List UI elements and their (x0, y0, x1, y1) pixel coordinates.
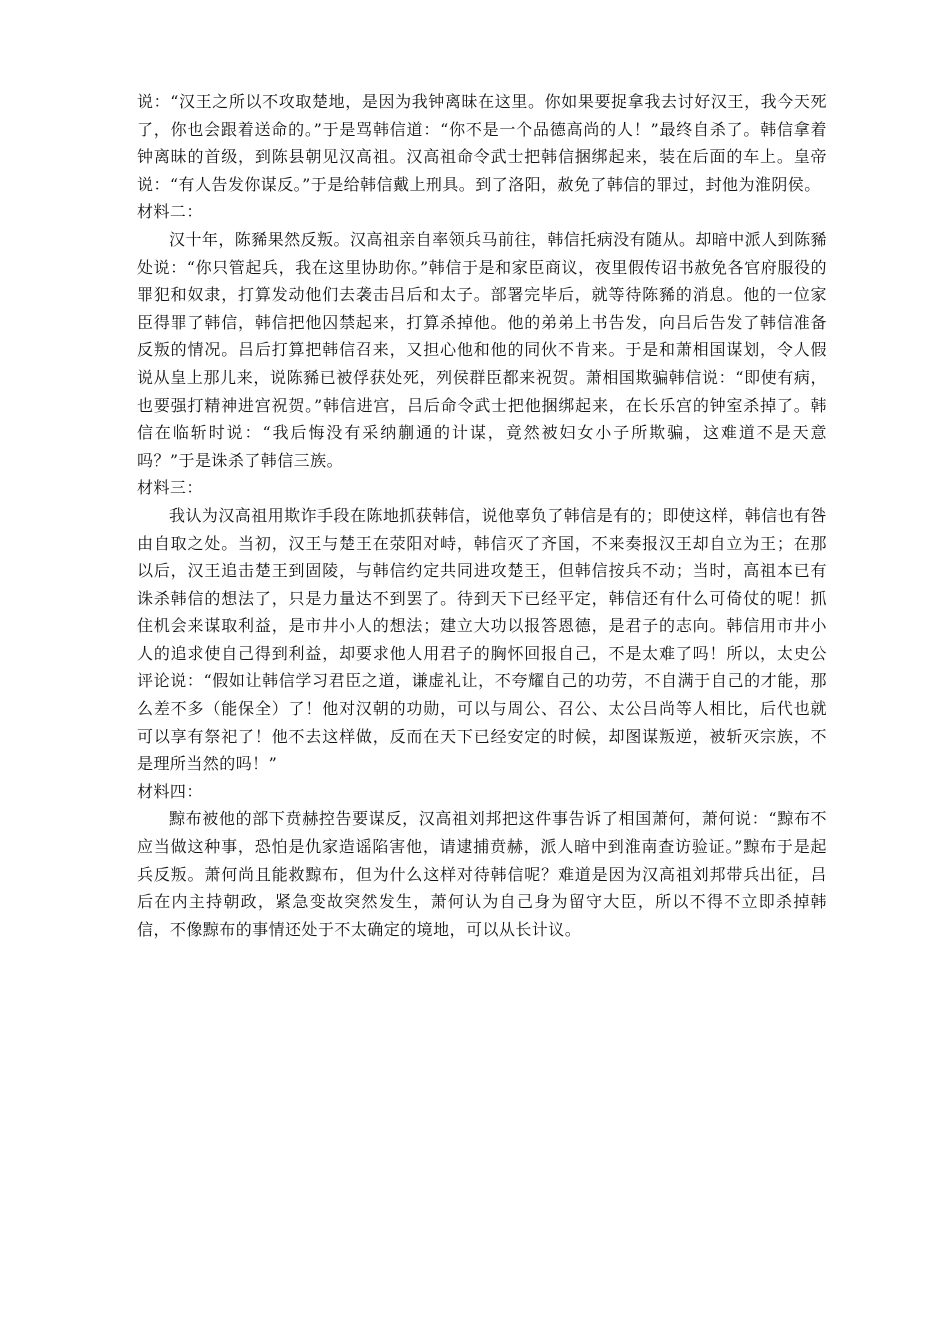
material-three-heading: 材料三： (137, 478, 203, 498)
material-two-heading: 材料二： (137, 202, 203, 222)
material-three-paragraph: 我认为汉高祖用欺诈手段在陈地抓获韩信，说他辜负了韩信是有的；即使这样，韩信也有咎由自取之处。当初，汉王与楚王在荥阳对峙，韩信灭了齐国，不来奏报汉王却自立为王；在那以后，汉王追击楚王到固陵，与韩信约定共同进攻楚王，但韩信按兵不动；当时，高祖本已有诛杀韩信的想法了，只是力量达不到罢了。待到天下已经平定，韩信还有什么可倚仗的呢！抓住机会来谋取利益，是市井小人的想法；建立大功以报答恩德，是君子的志向。韩信用市井小人的追求使自己得到利益，却要求他人用君子的胸怀回报自己，不是太难了吗！所以，太史公评论说：“假如让韩信学习君臣之道，谦虚礼让，不夸耀自己的功劳，不自满于自己的才能，那么差不多（能保全）了！他对汉朝的功勋，可以与周公、召公、太公吕尚等人相比，后代也就可以享有祭祀了！他不去这样做，反而在天下已经安定的时候，却图谋叛逆，被斩灭宗族，不是理所当然的吗！” (137, 505, 828, 774)
material-four-heading: 材料四： (137, 781, 203, 801)
material-one-continuation: 说：“汉王之所以不攻取楚地，是因为我钟离昧在这里。你如果要捉拿我去讨好汉王，我今天死了，你也会跟着送命的。”于是骂韩信道：“你不是一个品德高尚的人！”最终自杀了。韩信拿着钟离昧的首级，到陈县朝见汉高祖。汉高祖命令武士把韩信捆绑起来，装在后面的车上。皇帝说：“有人告发你谋反。”于是给韩信戴上刑具。到了洛阳，赦免了韩信的罪过，封他为淮阴侯。 (137, 92, 827, 194)
material-four-paragraph: 黥布被他的部下贲赫控告要谋反，汉高祖刘邦把这件事告诉了相国萧何，萧何说：“黥布不应当做这种事，恐怕是仇家造谣陷害他，请逮捕贲赫，派人暗中到淮南查访验证。”黥布于是起兵反叛。萧何尚且能救黥布，但为什么这样对待韩信呢？难道是因为汉高祖刘邦带兵出征，吕后在内主持朝政，紧急变故突然发生，萧何认为自己身为留守大臣，所以不得不立即杀掉韩信，不像黥布的事情还处于不太确定的境地，可以从长计议。 (137, 809, 827, 939)
document-page (137, 88, 827, 943)
material-two-paragraph: 汉十年，陈豨果然反叛。汉高祖亲自率领兵马前往，韩信托病没有随从。却暗中派人到陈豨处说：“你只管起兵，我在这里协助你。”韩信于是和家臣商议，夜里假传诏书赦免各官府服役的罪犯和奴隶，打算发动他们去袭击吕后和太子。部署完毕后，就等待陈豨的消息。他的一位家臣得罪了韩信，韩信把他囚禁起来，打算杀掉他。他的弟弟上书告发，向吕后告发了韩信准备反叛的情况。吕后打算把韩信召来，又担心他和他的同伙不肯来。于是和萧相国谋划，令人假说从皇上那儿来，说陈豨已被俘获处死，列侯群臣都来祝贺。萧相国欺骗韩信说：“即使有病，也要强打精神进宫祝贺。”韩信进宫，吕后命令武士把他捆绑起来，在长乐宫的钟室杀掉了。韩信在临斩时说：“我后悔没有采纳蒯通的计谋，竟然被妇女小子所欺骗，这难道不是天意吗？”于是诛杀了韩信三族。 (137, 229, 828, 470)
